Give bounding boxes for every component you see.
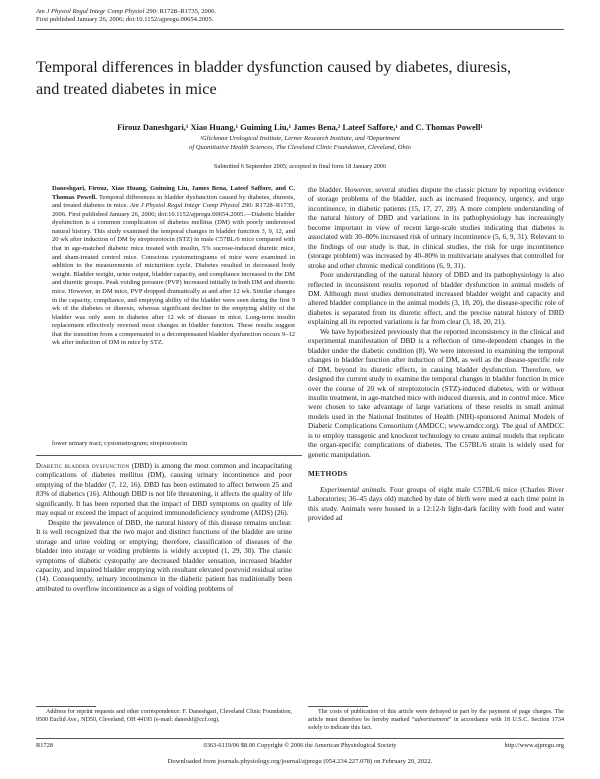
- body-paragraph: Poor understanding of the natural history of DBD and its pathophysiology is also reflected in inconsistent results reported of bladder dysfunction in animal models of DM. Although most studies demonstrated increased bladder weight and capacity and altered bladder compliance in the animal models (3, 18, 20), the disease-specific role of diabetes is separated from its diuretic effect, and the precise natural history of DBD explaining all its reported variations is far from clear (3, 18, 20, 21).: [308, 271, 564, 327]
- abstract-journal: Am J Physiol Regul Integr Comp Physiol: [130, 202, 240, 210]
- intro-paragraph: Despite the prevalence of DBD, the natural history of this disease remains unclear. It is well recognized that the two major and distinct functions of the bladder are urine storage and urine voiding or emptying; therefore, classification of diseases of the bladder into storage or voiding problems is widely accepted (1, 29, 30). The classic symptoms of diabetic cystopathy are decreased bladder sensation, increased bladder capacity, and impaired bladder emptying with resultant elevated postvoid residual urine (14). Consequently, urinary incontinence in the diabetic patient has traditionally been attributed to overflow incontinence as a sign of voiding problems of: [36, 518, 292, 593]
- abstract-authors: Daneshgari, Firouz, Xiao Huang, Guiming Liu, James Bena, Lateef Saffore, and C. Thomas Powell.: [52, 185, 295, 201]
- abstract-body: 290: R1728–R1735, 2006. First published January 26, 2006; doi:10.1152/ajpregu.00654.2005.—Diabetic bladder dysfunction is a common complication of diabetes mellitus (DM) with poorly understood natural history. This study examined the temporal changes in bladder function 3, 9, 12, and 20 wk after induction of DM by streptozotocin (STZ) in male C57BL/6 mice compared with that in age-matched diabetic mice treated with insulin, 5% sucrose-induced diuretic mice, and sham-treated control mice. Conscious cystometrograms of mice were examined in addition to the measurements of micturition cycle. Diabetes resulted in decreased body weight. Bladder weight, urine output, bladder capacity, and compliance increased in the DM and diuretic groups. Peak voiding pressure (PVP) increased initially in both DM and diuretic mice. However, in DM mice, PVP dropped dramatically at and after 12 wk. Similar changes in the capacity, compliance, and emptying ability of the bladder were seen during the first 9 wk of the diabetes or diuresis, whereas significant decline in the emptying ability of the bladder was only seen in diabetes after 12 wk of disease in mice. Long-term insulin replacement effectively reversed most changes in bladder function. These results suggest that the transition from a compensated to a decompensated bladder dysfunction occurs 9–12 wk after induction of DM in mice by STZ.: [52, 202, 296, 347]
- copyright-line: 0363-6119/06 $8.00 Copyright © 2006 the American Physiological Society: [203, 742, 397, 749]
- article-title-line: Temporal differences in bladder dysfunction caused by diabetes, diuresis,: [36, 58, 512, 76]
- footer-rule: [36, 738, 564, 739]
- methods-subheading: Experimental animals.: [320, 485, 387, 494]
- page-charge-footnote: [308, 709, 564, 732]
- intro-lead-in: Diabetic bladder dysfunction: [36, 463, 130, 470]
- intro-paragraph-text: (DBD) is among the most common and incapacitating complications of diabetes mellitus (DM), causing urinary incontinence and poor emptying of the bladder (7, 12, 16). DBD has been estimated to affect between 25 and 83% of diabetics (16). Although DBD is not life threatening, it affects the quality of life significantly. It has been reported that the impact of DBD symptoms on quality of life may equal or exceed the impact of acquired immunodeficiency syndrome (AIDS) (26).: [36, 462, 292, 518]
- body-paragraph: We have hypothesized previously that the reported inconsistency in the clinical and experimental manifestation of DBD is a reflection of time-dependent changes in the bladder under the diabetic condition (8). We were interested in examining the temporal changes in bladder function after induction of DM, as well as the disease-specific role of DM, beyond its diuretic effects, in causing bladder dysfunction. Therefore, we designed the current study to examine the temporal changes in bladder function in mice over the course of 20 wk of streptozotocin (STZ)-induced diabetes, with or without insulin treatment, in age-matched mice with induced diuresis, and in control mice. Mice were chosen to take advantage of large variations of these results in small animal models used in the National Institutes of Health (NIH)-sponsored Animal Models of Diabetic Complications Consortium (AMDCC; www.amdcc.org). The goal of AMDCC is to employ transgenic and knockout technology to create animal models that replicate the organ-specific complications of diabetes. The C57BL/6 strain is widely used for genetic manipulation.: [308, 327, 564, 459]
- page-charge-text-end: ” in accordance with 18 U.S.C. Section 1734 solely to indicate this fact.: [308, 716, 564, 731]
- article-title: [36, 56, 536, 100]
- page-charge-text: The costs of publication of this article were defrayed in part by the payment of page charges. The article must therefore be hereby marked “: [308, 709, 564, 723]
- journal-name: Am J Physiol Regul Integr Comp Physiol: [36, 8, 145, 15]
- right-column: [308, 186, 564, 523]
- affiliations: [0, 135, 600, 153]
- first-published-line: First published January 26, 2006; doi:10.1152/ajpregu.00654.2005.: [36, 16, 214, 24]
- affiliation-line: of Quantitative Health Sciences, The Cleveland Clinic Foundation, Cleveland, Ohio: [189, 143, 411, 151]
- download-notice: Downloaded from journals.physiology.org/journal/ajpregu (054.234.227.078) on February 20, 2022.: [167, 758, 433, 765]
- abstract-rule: [36, 455, 302, 456]
- submission-dates: Submitted 6 September 2005; accepted in final form 18 January 2006: [213, 163, 387, 170]
- body-paragraph: the bladder. However, several studies dispute the classic picture by reporting evidence of storage problems of the bladder, such as increased frequency, urgency, and urge incontinence, in diabetic patients (15, 17, 27, 28). A more complete understanding of the natural history of DBD and variations in its pathophysiology has increasingly become important in view of recent large-scale studies indicating that diabetes is associated with 30–80% increased risk of urinary incontinence (5, 6, 9, 31). Relevant to the findings of our study is that, in clinical studies, the risk for urge incontinence (storage problem) was increased by 40–80% in multivariate analyses that controlled for stroke and other chronic medical conditions (6, 9, 31).: [308, 186, 564, 270]
- methods-heading: METHODS: [308, 470, 348, 479]
- page-number: R1728: [36, 742, 54, 749]
- header-rule: [36, 29, 564, 30]
- keywords: lower urinary tract; cystometrogram; streptozotocin: [52, 440, 188, 447]
- left-column: [36, 462, 292, 594]
- left-footnote-rule: [36, 706, 96, 707]
- methods-text: Four groups of eight male C57BL/6 mice (Charles River Laboratories; 36–45 days old) matched by date of birth were used at each time point in this study. Animals were housed in a 12:12-h light-dark facility with food and water provided ad: [308, 485, 564, 522]
- abstract: [52, 185, 295, 348]
- right-footnote-rule: [308, 706, 368, 707]
- affiliation-line: ¹Glickman Urological Institute, Lerner Research Institute, and ²Department: [200, 135, 400, 142]
- author-list: Firouz Daneshgari,¹ Xiao Huang,¹ Guiming Liu,¹ James Bena,² Lateef Saffore,¹ and C. Thomas Powell¹: [117, 123, 483, 132]
- abstract-article-title: Temporal differences in bladder dysfunction caused by diabetes, diuresis, and treated diabetes in mice.: [52, 193, 295, 210]
- intro-paragraph: [36, 462, 292, 519]
- journal-header: [36, 8, 216, 25]
- advertisement-word: advertisement: [414, 716, 449, 723]
- methods-paragraph: [308, 486, 564, 524]
- correspondence-footnote: Address for reprint requests and other correspondence: F. Daneshgari, Cleveland Clinic Foundation, 9500 Euclid Ave., ND50, Cleveland, OH 44195 (e-mail: daneshf@ccf.org).: [36, 709, 292, 723]
- journal-citation: 290: R1728–R1735, 2006.: [146, 8, 217, 15]
- article-title-line: and treated diabetes in mice: [36, 80, 217, 98]
- journal-url-link[interactable]: http://www.ajpregu.org: [504, 742, 564, 749]
